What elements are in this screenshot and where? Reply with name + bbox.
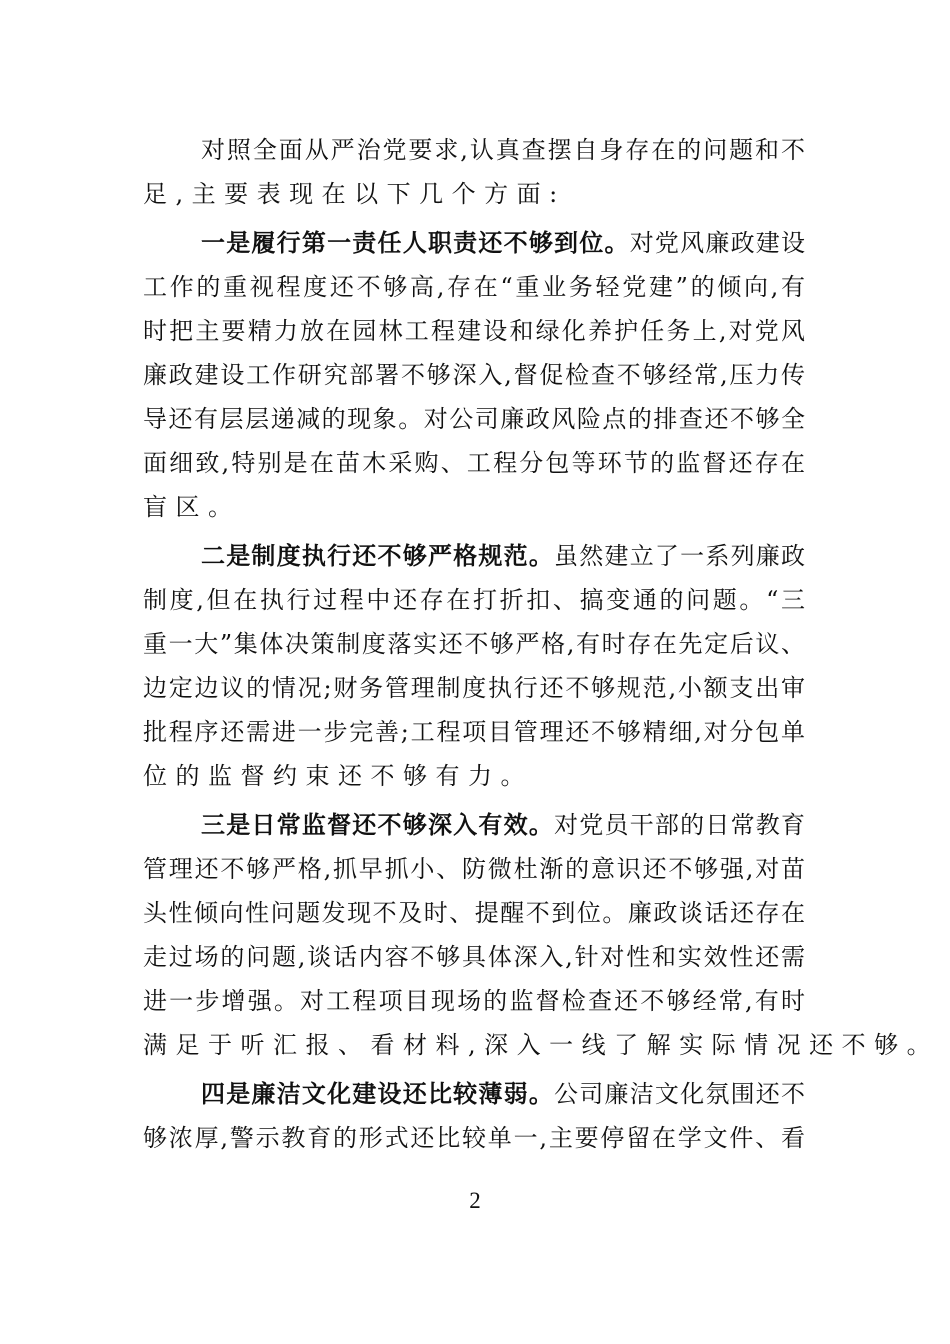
text-line [143, 710, 805, 754]
text-line [143, 979, 805, 1023]
line-text: 足,主要表现在以下几个方面: [143, 180, 566, 208]
text-line [143, 1116, 805, 1160]
paragraph-heading: 一是履行第一责任人职责还不够到位。 [201, 228, 630, 257]
line-text: 走过场的问题,谈话内容不够具体深入,针对性和实效性还需 [143, 943, 805, 971]
line-text: 进一步增强。对工程项目现场的监督检查还不够经常,有时 [143, 987, 805, 1015]
text-line [143, 397, 805, 441]
text-line [143, 534, 805, 578]
line-text: 廉政建设工作研究部署不够深入,督促检查不够经常,压力传 [143, 361, 805, 389]
line-text: 批程序还需进一步完善;工程项目管理还不够精细,对分包单 [143, 718, 805, 746]
line-text: 导还有层层递减的现象。对公司廉政风险点的排查还不够全 [143, 405, 805, 433]
text-line [143, 1072, 805, 1116]
line-text: 边定边议的情况;财务管理制度执行还不够规范,小额支出审 [143, 674, 805, 702]
page-number: 2 [469, 1188, 481, 1213]
line-text: 够浓厚,警示教育的形式还比较单一,主要停留在学文件、看 [143, 1124, 805, 1152]
text-line [143, 666, 805, 710]
paragraph-heading: 三是日常监督还不够深入有效。 [201, 810, 555, 839]
text-line [143, 221, 805, 265]
line-text: 头性倾向性问题发现不及时、提醒不到位。廉政谈话还存在 [143, 899, 805, 927]
paragraph-heading: 四是廉洁文化建设还比较薄弱。 [201, 1079, 555, 1108]
line-text: 对党员干部的日常教育 [554, 811, 806, 839]
line-text: 重一大”集体决策制度落实还不够严格,有时存在先定后议、 [143, 630, 805, 658]
line-text: 时把主要精力放在园林工程建设和绿化养护任务上,对党风 [143, 317, 805, 345]
paragraph [143, 1072, 805, 1160]
text-line [143, 803, 805, 847]
text-line [143, 441, 805, 485]
text-line [143, 265, 805, 309]
line-text: 位的监督约束还不够有力。 [143, 762, 533, 790]
text-line [143, 754, 805, 798]
paragraph [143, 128, 805, 216]
paragraph-heading: 二是制度执行还不够严格规范。 [201, 541, 555, 570]
line-text: 公司廉洁文化氛围还不 [554, 1080, 806, 1108]
line-text: 制度,但在执行过程中还存在打折扣、搞变通的问题。“三 [143, 586, 805, 614]
text-line [143, 578, 805, 622]
line-text: 对党风廉政建设 [629, 229, 806, 257]
text-line [143, 172, 805, 216]
document-body [143, 128, 940, 1160]
line-text: 满足于听汇报、看材料,深入一线了解实际情况还不够。 [143, 1031, 940, 1059]
text-line [143, 622, 805, 666]
paragraph [143, 221, 805, 529]
line-text: 工作的重视程度还不够高,存在“重业务轻党建”的倾向,有 [143, 273, 805, 301]
text-line [143, 847, 805, 891]
line-text: 面细致,特别是在苗木采购、工程分包等环节的监督还存在 [143, 449, 805, 477]
text-line [143, 891, 805, 935]
text-line [143, 353, 805, 397]
text-line [143, 1023, 940, 1067]
line-text: 虽然建立了一系列廉政 [554, 542, 806, 570]
line-text: 管理还不够严格,抓早抓小、防微杜渐的意识还不够强,对苗 [143, 855, 805, 883]
line-text: 盲区。 [143, 493, 241, 521]
text-line [143, 128, 805, 172]
line-text: 对照全面从严治党要求,认真查摆自身存在的问题和不 [201, 136, 805, 164]
text-line [143, 485, 805, 529]
text-line [143, 309, 805, 353]
text-line [143, 935, 805, 979]
paragraph [143, 803, 940, 1067]
paragraph [143, 534, 805, 798]
